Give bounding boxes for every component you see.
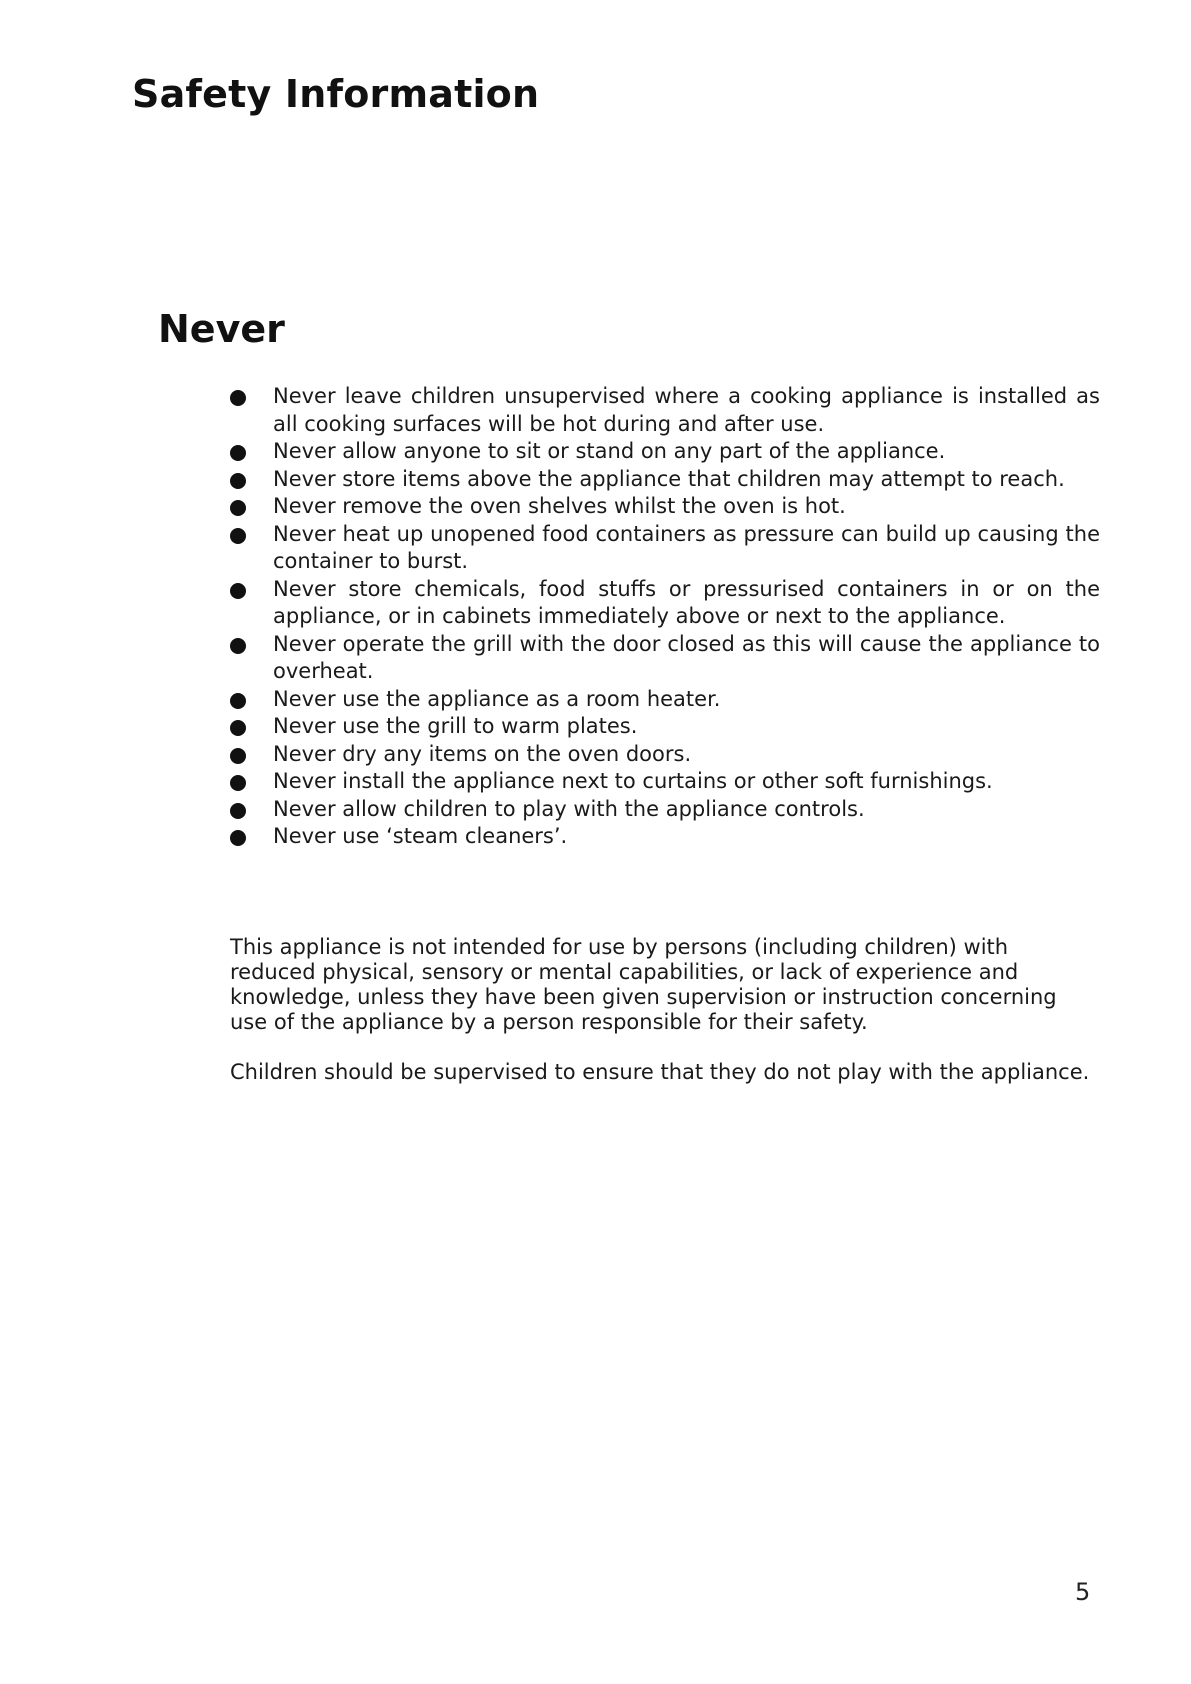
bullet-icon xyxy=(230,390,246,406)
bullet-icon xyxy=(230,500,246,516)
list-item-text: Never heat up unopened food containers as pressure can build up causing the container to burst. xyxy=(273,521,1100,573)
list-item-text: Never use the grill to warm plates. xyxy=(273,714,638,738)
bullet-icon xyxy=(230,748,246,764)
bullet-icon xyxy=(230,803,246,819)
page-title: Safety Information xyxy=(132,72,540,116)
bullet-icon xyxy=(230,445,246,461)
list-item xyxy=(230,741,1100,769)
bullet-icon xyxy=(230,583,246,599)
supervision-notice: This appliance is not intended for use by persons (including children) with reduced physical, sensory or mental capabilities, or lack of experience and knowledge, unless they have been given supervision or instruction concerning use of the appliance by a person responsible for their safety. xyxy=(230,935,1057,1034)
list-item-text: Never store items above the appliance that children may attempt to reach. xyxy=(273,466,1065,491)
list-item xyxy=(230,768,1100,796)
list-item xyxy=(230,823,1100,851)
list-item xyxy=(230,493,1100,521)
list-item xyxy=(230,631,1100,686)
list-item-text: Never operate the grill with the door closed as this will cause the appliance to overheat. xyxy=(273,631,1100,683)
bullet-icon xyxy=(230,473,246,489)
bullet-icon xyxy=(230,638,246,654)
bullet-icon xyxy=(230,720,246,736)
bullet-icon xyxy=(230,775,246,791)
list-item-text: Never dry any items on the oven doors. xyxy=(273,741,692,766)
list-item xyxy=(230,438,1100,466)
bullet-icon xyxy=(230,693,246,709)
list-item xyxy=(230,713,1100,741)
children-notice: Children should be supervised to ensure that they do not play with the appliance. xyxy=(230,1060,1090,1084)
list-item-text: Never remove the oven shelves whilst the oven is hot. xyxy=(273,494,846,518)
list-item-text: Never use the appliance as a room heater. xyxy=(273,686,721,711)
list-item xyxy=(230,466,1100,494)
list-item-text: Never use ‘steam cleaners’. xyxy=(273,824,568,848)
list-item-text: Never allow children to play with the appliance controls. xyxy=(273,796,865,821)
list-item-text: Never leave children unsupervised where a cooking appliance is installed as all cooking surfaces will be hot during and after use. xyxy=(273,384,1100,436)
list-item xyxy=(230,686,1100,714)
bullet-icon xyxy=(230,528,246,544)
page-number: 5 xyxy=(1075,1578,1091,1606)
list-item-text: Never store chemicals, food stuffs or pressurised containers in or on the appliance, or in cabinets immediately above or next to the appliance. xyxy=(273,576,1100,628)
list-item xyxy=(230,521,1100,576)
section-heading-never: Never xyxy=(158,307,285,351)
list-item xyxy=(230,383,1100,438)
list-item-text: Never install the appliance next to curtains or other soft furnishings. xyxy=(273,769,993,793)
list-item xyxy=(230,576,1100,631)
bullet-icon xyxy=(230,830,246,846)
list-item xyxy=(230,796,1100,824)
list-item-text: Never allow anyone to sit or stand on any part of the appliance. xyxy=(273,439,946,463)
never-list xyxy=(230,383,1100,851)
